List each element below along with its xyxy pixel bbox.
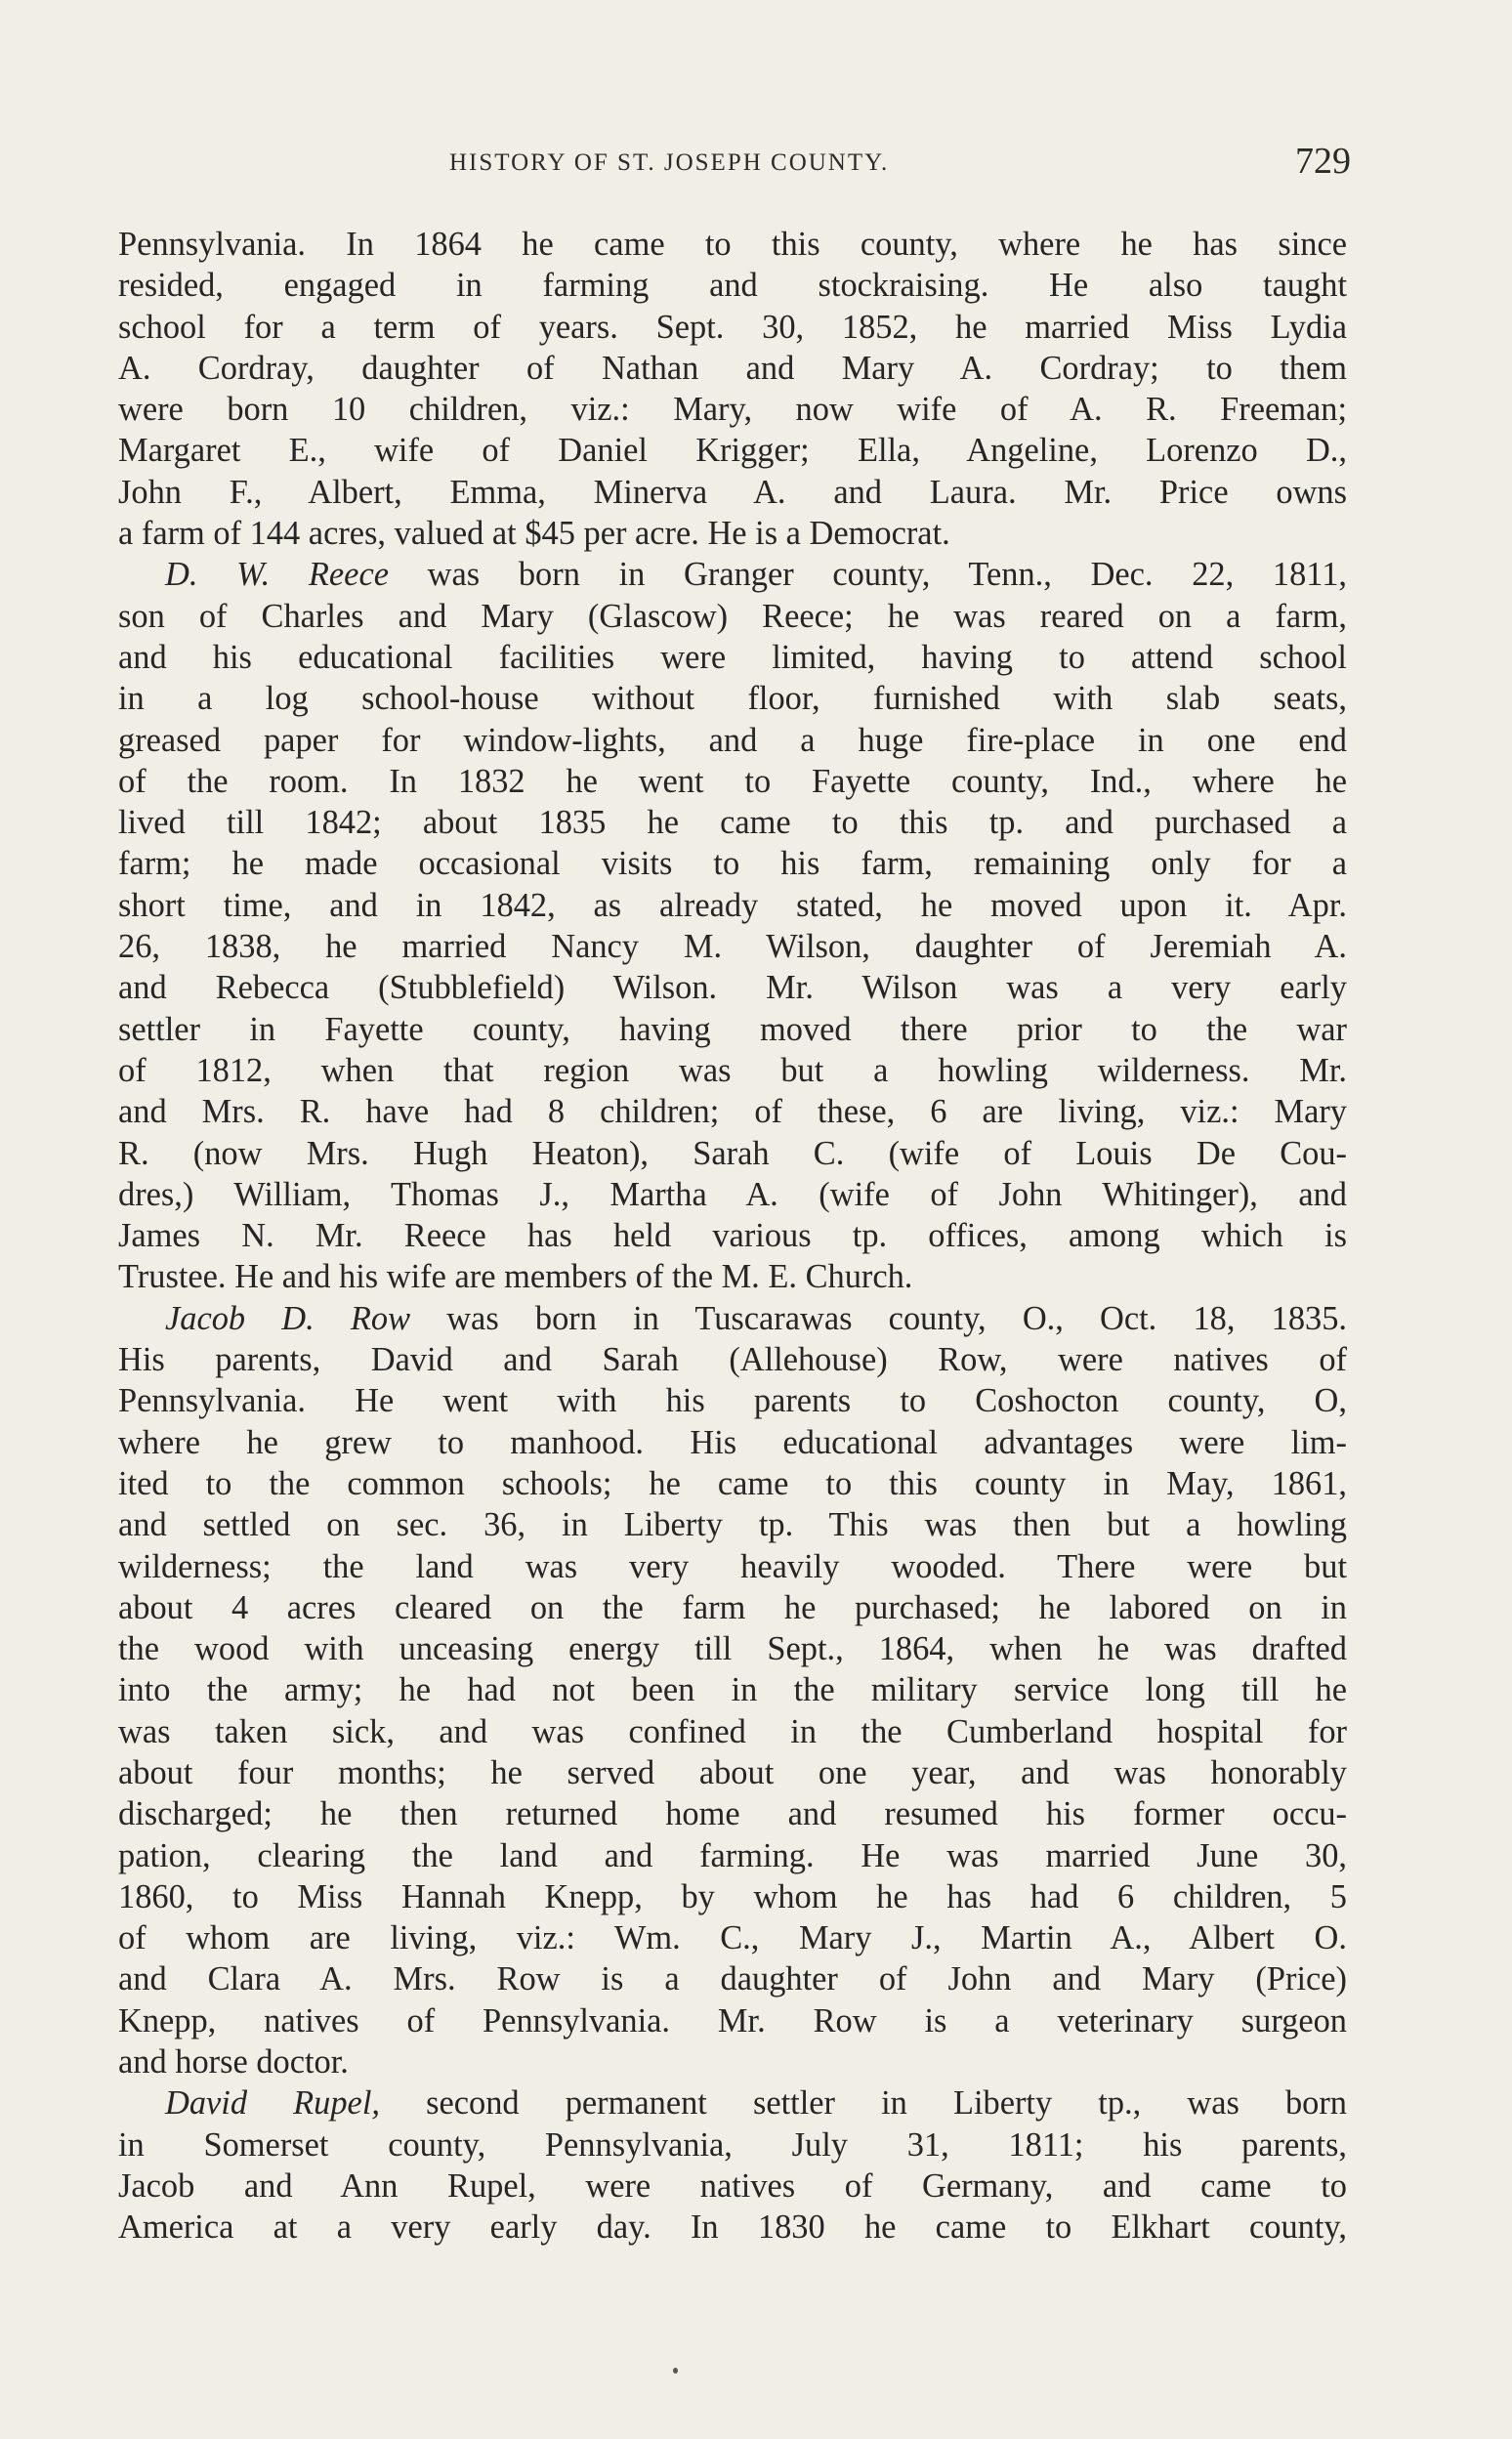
line-text: John F., Albert, Emma, Minerva A. and Laura. Mr. Price owns	[118, 473, 1347, 511]
line-text: Knepp, natives of Pennsylvania. Mr. Row is a veterinary surgeon	[118, 2001, 1347, 2040]
line-text: A. Cordray, daughter of Nathan and Mary A. Cordray; to them	[118, 349, 1347, 387]
text-line	[118, 348, 1347, 389]
text-line	[118, 389, 1347, 430]
line-text: and Clara A. Mrs. Row is a daughter of John and Mary (Price)	[118, 1960, 1347, 1998]
line-text: in a log school-house without floor, furnished with slab seats,	[118, 680, 1347, 718]
line-text: of 1812, when that region was but a howling wilderness. Mr.	[118, 1051, 1347, 1089]
line-text: son of Charles and Mary (Glascow) Reece; he was reared on a farm,	[118, 597, 1347, 635]
text-line	[118, 678, 1347, 719]
text-line	[118, 1876, 1347, 1917]
line-text: pation, clearing the land and farming. He was married June 30,	[118, 1836, 1347, 1874]
text-line	[118, 513, 1347, 554]
text-line	[118, 1546, 1347, 1587]
text-line	[118, 2124, 1347, 2166]
text-line	[118, 1628, 1347, 1669]
line-text: about four months; he served about one year, and was honorably	[118, 1753, 1347, 1791]
text-line	[118, 1793, 1347, 1834]
text-line	[118, 2000, 1347, 2041]
text-line	[118, 265, 1347, 306]
text-line	[118, 1587, 1347, 1628]
line-text: and Rebecca (Stubblefield) Wilson. Mr. Wilson was a very early	[118, 969, 1347, 1007]
line-text: the wood with unceasing energy till Sept., 1864, when he was drafted	[118, 1630, 1347, 1668]
line-text: was born in Tuscarawas county, O., Oct. 18, 1835.	[410, 1299, 1347, 1337]
line-text: wilderness; the land was very heavily wooded. There were but	[118, 1547, 1347, 1585]
text-line	[118, 761, 1347, 802]
line-text: were born 10 children, viz.: Mary, now wife of A. R. Freeman;	[118, 391, 1347, 429]
line-text: and settled on sec. 36, in Liberty tp. This was then but a howling	[118, 1506, 1347, 1544]
text-line	[118, 472, 1347, 513]
text-line	[118, 802, 1347, 843]
line-text: Pennsylvania. In 1864 he came to this county, where he has since	[118, 226, 1347, 263]
line-text: short time, and in 1842, as already stated, he moved upon it. Apr.	[118, 886, 1347, 924]
paper-speck	[673, 2368, 678, 2374]
text-line	[118, 1133, 1347, 1174]
text-line	[118, 967, 1347, 1008]
text-line	[118, 1835, 1347, 1876]
text-line	[118, 307, 1347, 348]
line-text: a farm of 144 acres, valued at $45 per acre. He is a Democrat.	[118, 515, 950, 553]
body-text	[118, 224, 1347, 2249]
line-text: about 4 acres cleared on the farm he purchased; he labored on in	[118, 1588, 1347, 1626]
line-text: Margaret E., wife of Daniel Krigger; Ella, Angeline, Lorenzo D.,	[118, 432, 1347, 470]
line-text: James N. Mr. Reece has held various tp. offices, among which is	[118, 1217, 1347, 1255]
text-line	[118, 554, 1347, 595]
text-line	[118, 1669, 1347, 1710]
text-line	[118, 1091, 1347, 1132]
line-text: into the army; he had not been in the military service long till he	[118, 1671, 1347, 1709]
text-line	[118, 596, 1347, 637]
text-line	[118, 2082, 1347, 2124]
text-line	[118, 1463, 1347, 1504]
text-line	[118, 885, 1347, 926]
line-text: R. (now Mrs. Hugh Heaton), Sarah C. (wife of Louis De Cou-	[118, 1134, 1347, 1172]
line-text: school for a term of years. Sept. 30, 1852, he married Miss Lydia	[118, 308, 1347, 346]
biography-subject-name: D. W. Reece	[165, 556, 389, 594]
text-line	[118, 1050, 1347, 1091]
text-line	[118, 2207, 1347, 2248]
line-text: resided, engaged in farming and stockraising. He also taught	[118, 267, 1347, 305]
line-text: settler in Fayette county, having moved there prior to the war	[118, 1010, 1347, 1048]
line-text: and his educational facilities were limited, having to attend school	[118, 638, 1347, 676]
text-line	[118, 224, 1347, 265]
text-line	[118, 1215, 1347, 1256]
line-text: and horse doctor.	[118, 2043, 349, 2082]
text-line	[118, 843, 1347, 884]
text-line	[118, 1009, 1347, 1050]
text-line	[118, 1422, 1347, 1463]
page-number: 729	[1295, 141, 1351, 182]
text-line	[118, 430, 1347, 471]
text-line	[118, 1958, 1347, 1999]
line-text: was born in Granger county, Tenn., Dec. 22, 1811,	[388, 556, 1348, 594]
biography-subject-name: Jacob D. Row	[165, 1299, 411, 1337]
text-line	[118, 1504, 1347, 1545]
text-line	[118, 1339, 1347, 1380]
line-text: where he grew to manhood. His educational advantages were lim-	[118, 1423, 1347, 1461]
text-line	[118, 1752, 1347, 1793]
line-text: farm; he made occasional visits to his farm, remaining only for a	[118, 845, 1347, 883]
text-line	[118, 2041, 1347, 2082]
text-line	[118, 926, 1347, 967]
running-head-title: HISTORY OF ST. JOSEPH COUNTY.	[449, 149, 890, 176]
line-text: America at a very early day. In 1830 he came to Elkhart county,	[118, 2208, 1347, 2247]
line-text: of the room. In 1832 he went to Fayette county, Ind., where he	[118, 762, 1347, 800]
line-text: 1860, to Miss Hannah Knepp, by whom he has had 6 children, 5	[118, 1877, 1347, 1915]
text-line	[118, 637, 1347, 678]
line-text: dres,) William, Thomas J., Martha A. (wife of John Whitinger), and	[118, 1175, 1347, 1213]
line-text: 26, 1838, he married Nancy M. Wilson, daughter of Jeremiah A.	[118, 928, 1347, 966]
line-text: lived till 1842; about 1835 he came to this tp. and purchased a	[118, 804, 1347, 842]
biography-subject-name: David Rupel,	[165, 2084, 380, 2123]
line-text: ited to the common schools; he came to this county in May, 1861,	[118, 1464, 1347, 1502]
line-text: of whom are living, viz.: Wm. C., Mary J., Martin A., Albert O.	[118, 1919, 1347, 1957]
text-line	[118, 2166, 1347, 2207]
line-text: Trustee. He and his wife are members of the M. E. Church.	[118, 1258, 913, 1296]
line-text: was taken sick, and was confined in the Cumberland hospital for	[118, 1712, 1347, 1750]
line-text: Pennsylvania. He went with his parents to Coshocton county, O,	[118, 1382, 1347, 1420]
text-line	[118, 1174, 1347, 1215]
text-line	[118, 1256, 1347, 1297]
line-text: discharged; he then returned home and resumed his former occu-	[118, 1795, 1347, 1833]
text-line	[118, 1711, 1347, 1752]
line-text: in Somerset county, Pennsylvania, July 31, 1811; his parents,	[118, 2125, 1347, 2164]
running-header	[117, 140, 1351, 189]
line-text: second permanent settler in Liberty tp., was born	[379, 2084, 1347, 2123]
line-text: and Mrs. R. have had 8 children; of these, 6 are living, viz.: Mary	[118, 1093, 1347, 1131]
text-line	[118, 1380, 1347, 1421]
line-text: Jacob and Ann Rupel, were natives of Germany, and came to	[118, 2166, 1347, 2205]
line-text: His parents, David and Sarah (Allehouse) Row, were natives of	[118, 1341, 1347, 1379]
text-line	[118, 1917, 1347, 1958]
line-text: greased paper for window-lights, and a huge fire-place in one end	[118, 721, 1347, 759]
text-line	[118, 720, 1347, 761]
text-line	[118, 1298, 1347, 1339]
